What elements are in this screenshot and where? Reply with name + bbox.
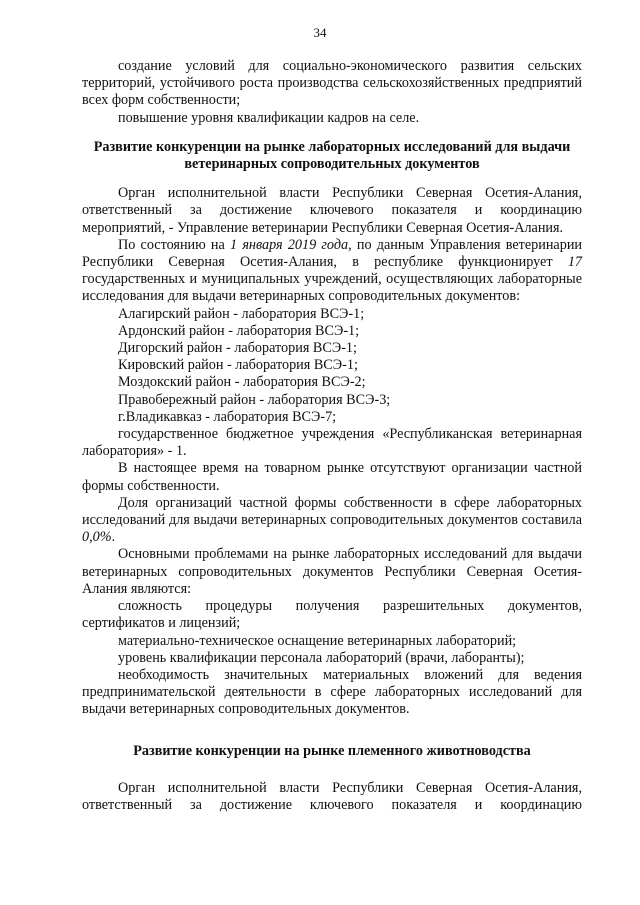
paragraph: повышение уровня квалификации кадров на селе. bbox=[118, 109, 420, 126]
paragraph: уровень квалификации персонала лабораторий (врачи, лаборанты); bbox=[118, 649, 525, 666]
section-heading: Развитие конкуренции на рынке лабораторных исследований для выдачи ветеринарных сопроводительных документов bbox=[93, 138, 571, 173]
paragraph: Доля организаций частной формы собственности в сфере лабораторных исследований для выдачи ветеринарных сопроводительных документов составила 0,0%. bbox=[82, 494, 582, 546]
count-emphasis: 17 bbox=[567, 254, 582, 271]
share-value: 0,0% bbox=[82, 529, 112, 546]
paragraph: Основными проблемами на рынке лабораторных исследований для выдачи ветеринарных сопроводительных документов Республики Северная Осетия-Алания являются: bbox=[82, 546, 582, 597]
list-item: Кировский район - лаборатория ВСЭ-1; bbox=[118, 357, 358, 374]
paragraph: По состоянию на 1 января 2019 года, по данным Управления ветеринарии Республики Северная Осетия-Алания, в республике функционирует 17 государственных и муниципальных учреждений, осуществляющих лабораторные исследования для выдачи ветеринарных сопроводительных документов: bbox=[82, 236, 582, 305]
paragraph: Орган исполнительной власти Республики Северная Осетия-Алания, ответственный за достижение ключевого показателя и координацию мероприятий, - Управление ветеринарии Республики Северная Осетия-Алания. bbox=[82, 185, 582, 236]
list-item: г.Владикавказ - лаборатория ВСЭ-7; bbox=[118, 408, 337, 425]
list-item: Моздокский район - лаборатория ВСЭ-2; bbox=[118, 374, 366, 391]
section-heading: Развитие конкуренции на рынке племенного животноводства bbox=[133, 742, 531, 759]
page-number: 34 bbox=[313, 25, 327, 40]
date-emphasis: 1 января 2019 года bbox=[230, 236, 349, 253]
list-item: Дигорский район - лаборатория ВСЭ-1; bbox=[118, 340, 357, 357]
paragraph: Орган исполнительной власти Республики Северная Осетия-Алания, ответственный за достижение ключевого показателя и координацию bbox=[82, 779, 582, 813]
paragraph: материально-техническое оснащение ветеринарных лабораторий; bbox=[118, 632, 517, 649]
paragraph: необходимость значительных материальных вложений для ведения предпринимательской деятельности в сфере лабораторных исследований для выдачи ветеринарных сопроводительных документов. bbox=[82, 666, 582, 718]
paragraph: В настоящее время на товарном рынке отсутствуют организации частной формы собственности. bbox=[82, 460, 582, 494]
list-item: Ардонский район - лаборатория ВСЭ-1; bbox=[118, 322, 360, 339]
list-item: Правобережный район - лаборатория ВСЭ-3; bbox=[118, 391, 391, 408]
paragraph: создание условий для социально-экономического развития сельских территорий, устойчивого роста производства сельскохозяйственных предприятий всех форм собственности; bbox=[82, 58, 582, 109]
paragraph: сложность процедуры получения разрешительных документов, сертификатов и лицензий; bbox=[82, 598, 582, 632]
paragraph: государственное бюджетное учреждения «Республиканская ветеринарная лаборатория» - 1. bbox=[82, 426, 582, 460]
list-item: Алагирский район - лаборатория ВСЭ-1; bbox=[118, 305, 365, 322]
document-body bbox=[82, 58, 582, 814]
